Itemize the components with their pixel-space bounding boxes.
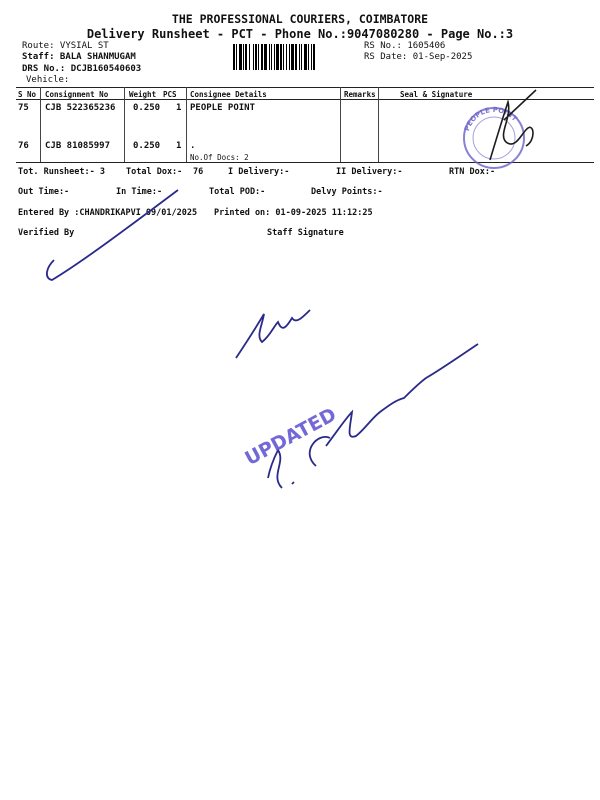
cell-consignment: CJB 81085997 [45, 141, 111, 151]
col-header-consignment: Consignment No [45, 90, 109, 99]
verified-tick [47, 190, 178, 280]
cell-doc-count: No.Of Docs: 2 [190, 153, 249, 162]
col-header-pcs: PCS [163, 90, 177, 99]
printed-on: Printed on: 01-09-2025 11:12:25 [214, 208, 373, 218]
col-header-sno: S No [18, 90, 37, 99]
i-delivery-label: I Delivery:- [228, 167, 290, 177]
col-header-weight: Weight [129, 90, 157, 99]
total-dox-label: Total Dox:- [126, 167, 183, 177]
rs-number: RS No.: 1605406 [364, 41, 446, 51]
staff-signature [268, 344, 478, 488]
ii-delivery-label: II Delivery:- [336, 167, 403, 177]
updated-stamp-text: UPDATED [241, 403, 341, 471]
rtn-dox-label: RTN Dox:- [449, 167, 496, 177]
out-time-label: Out Time:- [18, 187, 70, 197]
cell-sno: 76 [18, 141, 29, 151]
delvy-points-label: Delvy Points:- [311, 187, 383, 197]
route-label: Route: VYSIAL ST [22, 41, 109, 51]
total-dox-value: 76 [193, 167, 204, 177]
staff-label: Staff: BALA SHANMUGAM [22, 52, 136, 62]
cell-weight: 0.250 [133, 103, 161, 113]
rs-date: RS Date: 01-Sep-2025 [364, 52, 473, 62]
entered-by: Entered By :CHANDRIKAPVI 09/01/2025 [18, 208, 198, 218]
seal-stamp [463, 106, 524, 168]
company-title: THE PROFESSIONAL COURIERS, COIMBATORE [171, 12, 429, 26]
drs-number: DRS No.: DCJB160540603 [22, 64, 142, 74]
cell-sno: 75 [18, 103, 29, 113]
staff-initials [236, 310, 310, 358]
runsheet-subtitle: Delivery Runsheet - PCT - Phone No.:9047080280 - Page No.:3 [86, 27, 514, 41]
seal-text: PEOPLE POINT [463, 105, 519, 133]
cell-pcs: 1 [176, 141, 182, 151]
cell-consignment: CJB 522365236 [45, 103, 116, 113]
svg-text:PEOPLE POINT [463, 106, 519, 132]
cell-weight: 0.250 [133, 141, 161, 151]
verified-by-label: Verified By [18, 228, 75, 238]
cell-consignee: PEOPLE POINT [190, 103, 256, 113]
cell-consignee: . [190, 141, 196, 151]
in-time-label: In Time:- [116, 187, 163, 197]
total-runsheet: Tot. Runsheet:- 3 [18, 167, 105, 177]
col-header-remarks: Remarks [344, 90, 376, 99]
total-pod-label: Total POD:- [209, 187, 266, 197]
staff-signature-label: Staff Signature [267, 228, 344, 238]
seal-signature [490, 90, 536, 160]
vehicle-label: Vehicle: [26, 75, 70, 85]
col-header-seal: Seal & Signature [400, 90, 473, 99]
col-header-consignee: Consignee Details [190, 90, 267, 99]
cell-pcs: 1 [176, 103, 182, 113]
